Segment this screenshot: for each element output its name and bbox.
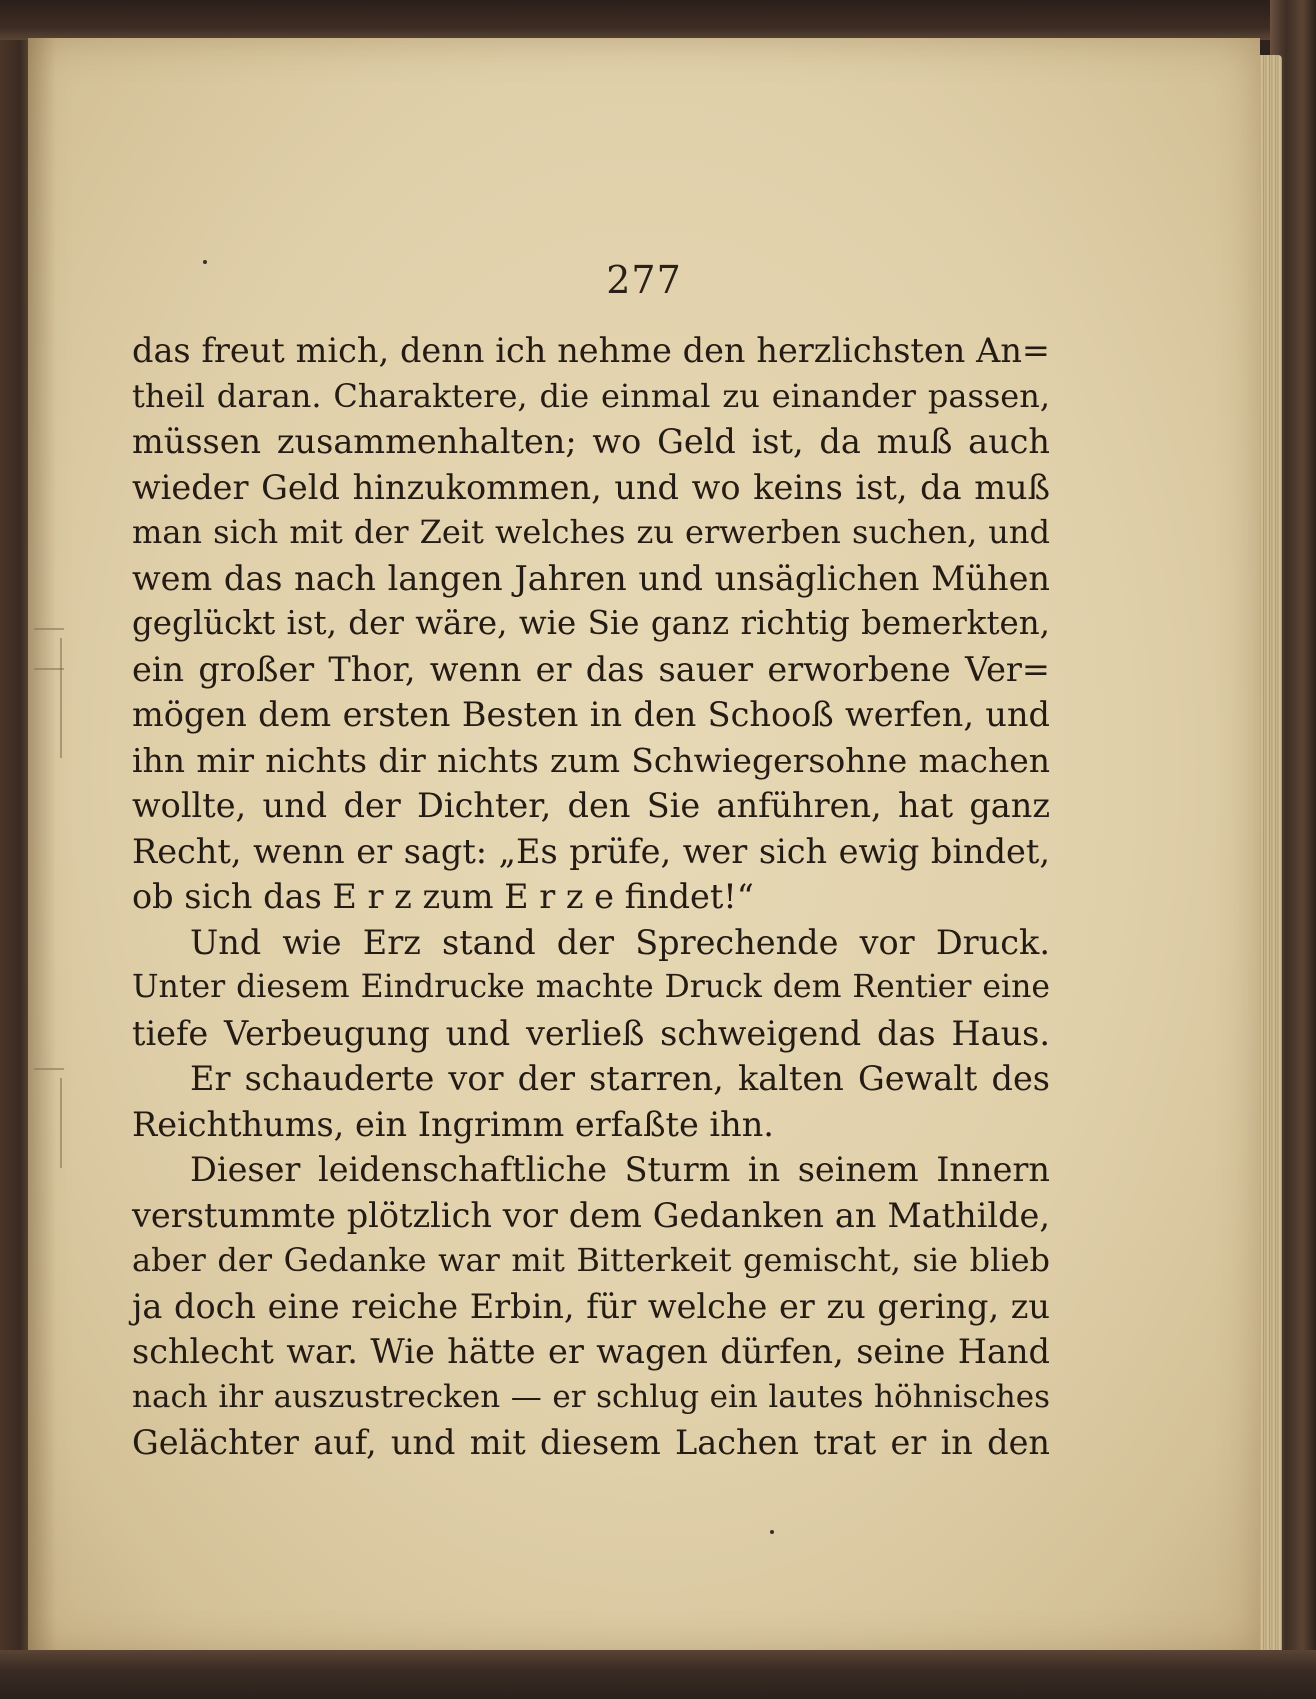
text-line: Dieser leidenschaftliche Sturm in seinem Innern [190,1150,1050,1189]
text-line: Er schauderte vor der starren, kalten Gewalt des [190,1059,1050,1098]
text-line: man sich mit der Zeit welches zu erwerben suchen, und [132,513,1050,551]
text-line: Reichthums, ein Ingrimm erfaßte ihn. [132,1104,774,1144]
specks [770,1530,774,1534]
text-line: ja doch eine reiche Erbin, für welche er zu gering, zu [132,1286,1050,1326]
text-line: Gelächter auf, und mit diesem Lachen trat er in den [132,1423,1050,1462]
text-line: theil daran. Charaktere, die einmal zu einander passen, [132,376,1050,415]
text-line: ein großer Thor, wenn er das sauer erworbene Ver= [132,649,1050,689]
text-line: das freut mich, denn ich nehme den herzlichsten An= [132,331,1050,370]
page-number: 277 [606,258,682,302]
text-line: Und wie Erz stand der Sprechende vor Druck. [190,922,1050,962]
gutter-crease [60,638,62,758]
gutter-mark [34,1068,64,1070]
text-line: verstummte plötzlich vor dem Gedanken an Mathilde, [132,1195,1050,1235]
book-page [28,38,1260,1654]
gutter-mark [34,628,64,630]
text-line: mögen dem ersten Besten in den Schooß werfen, und [132,695,1050,734]
text-line: tiefe Verbeugung und verließ schweigend das Haus. [132,1013,1050,1053]
binding-top-edge [0,0,1316,40]
text-line: wieder Geld hinzukommen, und wo keins ist, da muß [132,467,1050,507]
text-line: Unter diesem Eindrucke machte Druck dem Rentier eine [132,969,1050,1005]
text-line: Recht, wenn er sagt: „Es prüfe, wer sich ewig bindet, [132,831,1050,871]
text-line: geglückt ist, der wäre, wie Sie ganz richtig bemerkten, [132,604,1050,642]
text-line: wem das nach langen Jahren und unsäglichen Mühen [132,558,1050,598]
text-line: ob sich das E r z zum E r z e findet!“ [132,877,754,916]
text-line: wollte, und der Dichter, den Sie anführen, hat ganz [132,786,1050,825]
text-line: ihn mir nichts dir nichts zum Schwiegersohne machen [132,740,1050,780]
text-line: aber der Gedanke war mit Bitterkeit gemischt, sie blieb [132,1241,1050,1279]
text-line: schlecht war. Wie hätte er wagen dürfen, seine Hand [132,1332,1050,1371]
body-text [132,328,1050,1466]
gutter-crease [60,1078,62,1168]
text-line: nach ihr auszustrecken — er schlug ein lautes höhnisches [132,1378,1050,1415]
text-line: müssen zusammenhalten; wo Geld ist, da muß auch [132,422,1050,461]
binding-bottom-edge [0,1650,1316,1699]
